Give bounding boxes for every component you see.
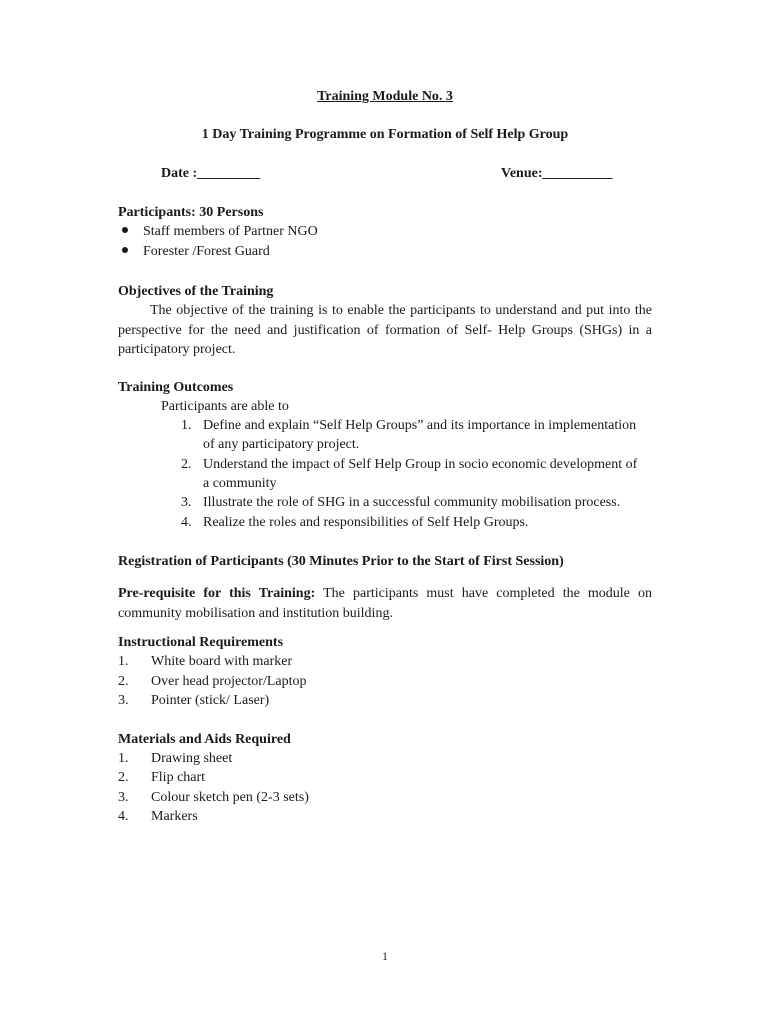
outcome-item: 2. Understand the impact of Self Help Group in socio economic development of: [181, 457, 638, 472]
materials-item: 4. Markers: [118, 809, 198, 824]
module-title: Training Module No. 3: [317, 89, 453, 104]
objectives-heading: Objectives of the Training: [118, 284, 274, 299]
outcome-item-continuation: of any participatory project.: [203, 437, 360, 452]
date-label: Date :_________: [161, 166, 261, 181]
instructional-heading: Instructional Requirements: [118, 635, 284, 650]
outcomes-intro: Participants are able to: [161, 399, 289, 414]
bullet-icon: [122, 227, 128, 233]
page-number: 1: [382, 949, 388, 963]
materials-heading: Materials and Aids Required: [118, 732, 291, 747]
objectives-text: The objective of the training is to enable the participants to understand and put into the perspective for the need and justification of formation of Self- Help Groups (SHGs) in a participatory project.: [118, 303, 652, 357]
outcome-item: 3. Illustrate the role of SHG in a successful community mobilisation process.: [181, 495, 621, 510]
programme-title: 1 Day Training Programme on Formation of Self Help Group: [201, 127, 569, 142]
instructional-item: 2. Over head projector/Laptop: [118, 674, 307, 689]
venue-label: Venue:__________: [501, 166, 613, 181]
participant-item: Staff members of Partner NGO: [118, 223, 318, 241]
materials-item: 2. Flip chart: [118, 770, 206, 785]
outcome-item: 4. Realize the roles and responsibilities of Self Help Groups.: [181, 515, 529, 530]
outcome-item: 1. Define and explain “Self Help Groups” and its importance in implementation: [181, 418, 637, 433]
participants-heading: Participants: 30 Persons: [118, 205, 264, 220]
prerequisite-label: Pre-requisite for this Training:: [118, 586, 316, 601]
outcome-item-continuation: a community: [203, 476, 277, 491]
materials-item: 3. Colour sketch pen (2-3 sets): [118, 790, 309, 805]
instructional-item: 1. White board with marker: [118, 654, 293, 669]
registration-heading: Registration of Participants (30 Minutes Prior to the Start of First Session): [118, 554, 564, 569]
materials-item: 1. Drawing sheet: [118, 751, 233, 766]
prerequisite-paragraph: [118, 584, 652, 623]
instructional-item: 3. Pointer (stick/ Laser): [118, 693, 270, 708]
prerequisite-text: The participants must have completed the module on community mobilisation and institution building.: [118, 586, 653, 621]
outcomes-heading: Training Outcomes: [118, 380, 234, 395]
bullet-icon: [122, 247, 128, 253]
participant-item: Forester /Forest Guard: [118, 243, 270, 261]
